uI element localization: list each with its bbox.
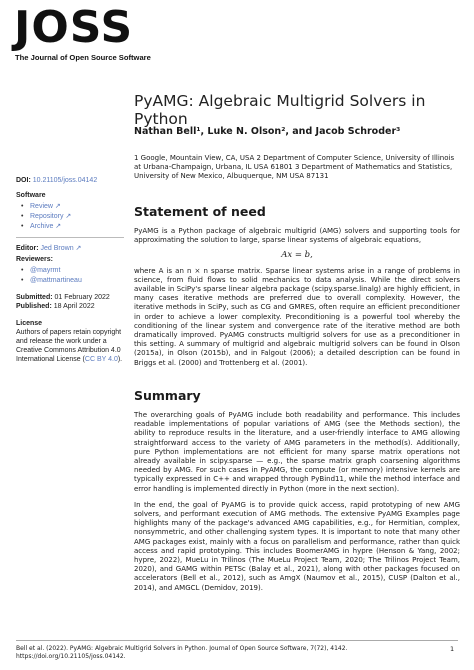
section-body: [134, 227, 460, 368]
license-text: [16, 328, 124, 364]
editor-label: Editor:: [16, 245, 39, 252]
software-heading: Software: [16, 192, 46, 199]
submitted-label: Submitted:: [16, 294, 53, 301]
doi-row: [16, 176, 124, 185]
paper-affiliations: 1 Google, Mountain View, CA, USA 2 Department of Computer Science, University of Illinois at Urbana-Champaign, Urbana, IL USA 61801 3 Department of Mathematics and Statistics, University of New Mexico, Albuquerque, NM USA 87131: [134, 154, 455, 180]
license-link[interactable]: CC BY 4.0: [84, 356, 118, 363]
reviewer-link[interactable]: @mayrmt: [30, 267, 61, 274]
paragraph: where A is an n × n sparse matrix. Sparse linear systems arise in a range of problems in science, from fluid flows to solid mechanics to data analysis. While the direct solvers available in SciPy's sparse linear algebra package (scipy.sparse.linalg) are highly efficient, in many cases iterative methods are preferred due to overall complexity. However, the iterative methods in SciPy, such as CG and GMRES, often require an efficient preconditioner in order to achieve a lower complexity. Preconditioning is a powerful tool whereby the conditioning of the linear system and convergence rate of the iterative method are both dramatically improved. PyAMG constructs multigrid solvers for use as a preconditioner in this setting. A summary of multigrid and algebraic multigrid solvers can be found in Olson (2015a), in Olson (2015b), and in Falgout (2006); a detailed description can be found in Briggs et al. (2000) and Trottenberg et al. (2001).: [134, 266, 460, 367]
license-heading: License: [16, 320, 43, 327]
license-text-end: ).: [117, 356, 123, 363]
summary-section: [134, 388, 460, 593]
paper-authors: Nathan Bell¹, Luke N. Olson², and Jacob Schroder³: [134, 126, 401, 137]
sidebar-divider: [16, 237, 124, 238]
statement-of-need-section: [134, 204, 460, 368]
footer-divider: [16, 640, 458, 641]
joss-logo: JOSS: [14, 2, 134, 53]
review-link[interactable]: Review ↗: [30, 203, 61, 210]
equation: Ax = b,: [281, 250, 313, 261]
submitted-date: 01 February 2022: [54, 294, 110, 301]
reviewers-list: [16, 266, 124, 285]
section-heading: Summary: [134, 388, 201, 403]
page-number: 1: [450, 645, 455, 653]
section-heading: Statement of need: [134, 204, 266, 219]
editor-link[interactable]: Jed Brown ↗: [40, 245, 82, 252]
sidebar: [16, 176, 124, 364]
published-row: [16, 302, 124, 311]
footer-citation: Bell et al. (2022). PyAMG: Algebraic Multigrid Solvers in Python. Journal of Open Source Software, 7(72), 4142. https://doi.org/10.21105/joss.04142.: [16, 645, 348, 660]
paper-title: PyAMG: Algebraic Multigrid Solvers in Python: [134, 92, 426, 128]
section-body: [134, 411, 460, 593]
paragraph: In the end, the goal of PyAMG is to provide quick access, rapid prototyping of new AMG solvers, and performant execution of AMG methods. The extensive PyAMG Examples page highlights many of the package's advanced AMG capabilities, e.g., for Hermitian, complex, nonsymmetric, and other challenging system types. It is important to note that many other AMG packages exist, mainly with a focus on parallelism and performance, rather than quick access and rapid prototyping. This includes BoomerAMG in hypre (Henson & Yang, 2002; hypre, 2022), MueLu in Trilinos (The MueLu Project Team, 2020; The Trilinos Project Team, 2020), and GAMG within PETSc (Balay et al., 2021), along with other packages focused on accelerators (Bell et al., 2012), such as AmgX (Naumov et al., 2015), CUSP (Dalton et al., 2014), and AMGCL (Demidov, 2019).: [134, 500, 460, 592]
reviewer-link[interactable]: @mattmartineau: [30, 277, 82, 284]
doi-link[interactable]: 10.21105/joss.04142: [32, 177, 98, 184]
archive-link[interactable]: Archive ↗: [30, 223, 62, 230]
repository-link[interactable]: Repository ↗: [30, 213, 72, 220]
license-text-part: Authors of papers retain copyright and release the work under a Creative Commons Attribution 4.0 International License (: [16, 329, 122, 363]
editor-row: [16, 244, 124, 253]
paragraph: PyAMG is a Python package of algebraic multigrid (AMG) solvers and supporting tools for approximating the solution to large, sparse linear systems of algebraic equations,: [134, 227, 460, 245]
reviewers-heading: Reviewers:: [16, 256, 53, 263]
paragraph: The overarching goals of PyAMG include both readability and performance. This includes readable implementations of popular variations of AMG (see the Methods section), the ability to reproduce results in the literature, and a user-friendly interface to AMG allowing straightforward access to the variety of AMG parameters in the method(s). Additionally, pure Python implementations are not efficient for many sparse matrix operations not already available in scipy.sparse — e.g., the sparse matrix graph coarsening algorithms needed by AMG. For such cases in PyAMG, the compute (or memory) intensive kernels are typically expressed in C++ and wrapped through PyBind11, while the method interface and error handling is implemented directly in Python (more in the next section).: [134, 411, 460, 493]
published-label: Published:: [16, 303, 52, 310]
journal-tagline: The Journal of Open Source Software: [15, 53, 151, 62]
published-date: 18 April 2022: [53, 303, 95, 310]
doi-label: DOI:: [16, 177, 31, 184]
software-links: [16, 202, 124, 231]
submitted-row: [16, 293, 124, 302]
